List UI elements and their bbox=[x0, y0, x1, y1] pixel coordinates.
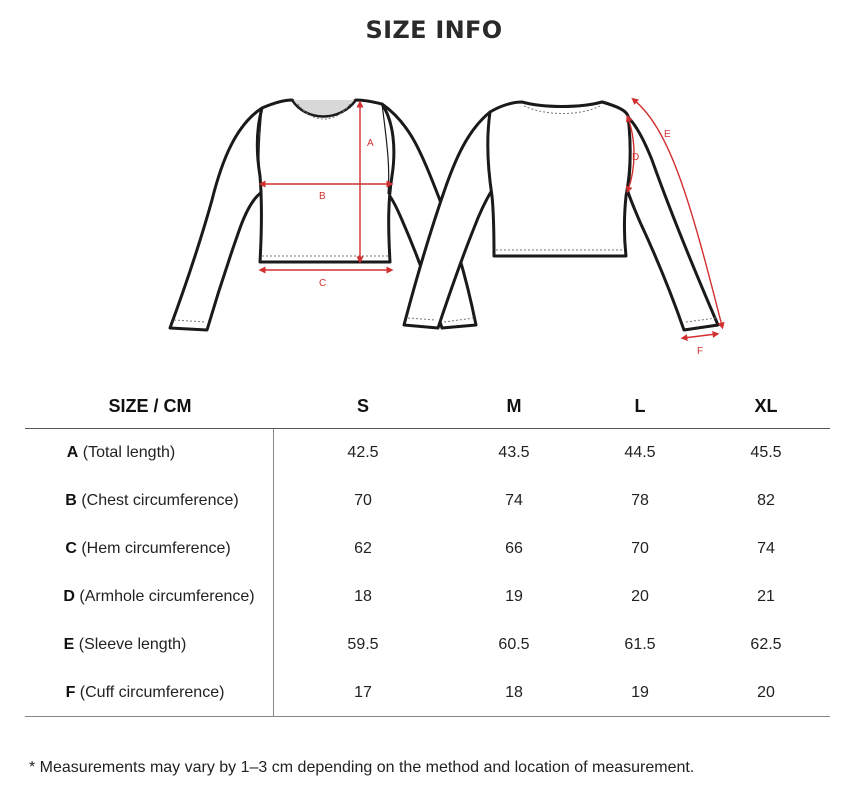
marker-d: D bbox=[632, 152, 640, 163]
cell-l: 61.5 bbox=[624, 636, 656, 653]
marker-a: A bbox=[367, 138, 374, 149]
cell-m: 43.5 bbox=[498, 444, 530, 461]
garment-diagram bbox=[0, 80, 868, 370]
cell-m: 66 bbox=[505, 540, 523, 557]
cell-xl: 45.5 bbox=[750, 444, 782, 461]
row-label: E (Sleeve length) bbox=[63, 636, 187, 653]
table-row bbox=[0, 684, 868, 732]
row-label: A (Total length) bbox=[66, 444, 176, 461]
row-label: F (Cuff circumference) bbox=[65, 684, 225, 701]
cell-s: 59.5 bbox=[347, 636, 379, 653]
table-row bbox=[0, 636, 868, 684]
row-label: B (Chest circumference) bbox=[65, 492, 239, 509]
row-label: C (Hem circumference) bbox=[65, 540, 231, 557]
cell-s: 42.5 bbox=[347, 444, 379, 461]
cell-s: 17 bbox=[354, 684, 372, 701]
cell-l: 70 bbox=[631, 540, 649, 557]
header-size-m: M bbox=[506, 396, 522, 416]
table-row bbox=[0, 444, 868, 492]
cell-m: 60.5 bbox=[498, 636, 530, 653]
table-row bbox=[0, 588, 868, 636]
table-top-rule bbox=[25, 428, 830, 429]
marker-c: C bbox=[319, 278, 327, 289]
header-size-xl: XL bbox=[754, 396, 778, 416]
cell-xl: 21 bbox=[757, 588, 775, 605]
footnote: * Measurements may vary by 1–3 cm depending on the method and location of measurement. bbox=[29, 759, 695, 776]
marker-f: F bbox=[697, 346, 704, 357]
header-label: SIZE / CM bbox=[108, 396, 192, 416]
marker-e: E bbox=[664, 129, 671, 140]
header-size-l: L bbox=[634, 396, 646, 416]
table-row bbox=[0, 540, 868, 588]
cell-m: 18 bbox=[505, 684, 523, 701]
cell-l: 19 bbox=[631, 684, 649, 701]
cell-l: 44.5 bbox=[624, 444, 656, 461]
marker-b: B bbox=[319, 191, 326, 202]
cell-l: 78 bbox=[631, 492, 649, 509]
header-size-s: S bbox=[356, 396, 370, 416]
page-title: SIZE INFO bbox=[365, 16, 503, 44]
table-bottom-rule bbox=[25, 716, 830, 717]
row-label: D (Armhole circumference) bbox=[63, 588, 255, 605]
cell-xl: 20 bbox=[757, 684, 775, 701]
cell-s: 18 bbox=[354, 588, 372, 605]
cell-m: 19 bbox=[505, 588, 523, 605]
cell-s: 62 bbox=[354, 540, 372, 557]
cell-xl: 74 bbox=[757, 540, 775, 557]
table-header bbox=[0, 396, 868, 424]
table-row bbox=[0, 492, 868, 540]
cell-m: 74 bbox=[505, 492, 523, 509]
cell-l: 20 bbox=[631, 588, 649, 605]
cell-s: 70 bbox=[354, 492, 372, 509]
cell-xl: 82 bbox=[757, 492, 775, 509]
cell-xl: 62.5 bbox=[750, 636, 782, 653]
